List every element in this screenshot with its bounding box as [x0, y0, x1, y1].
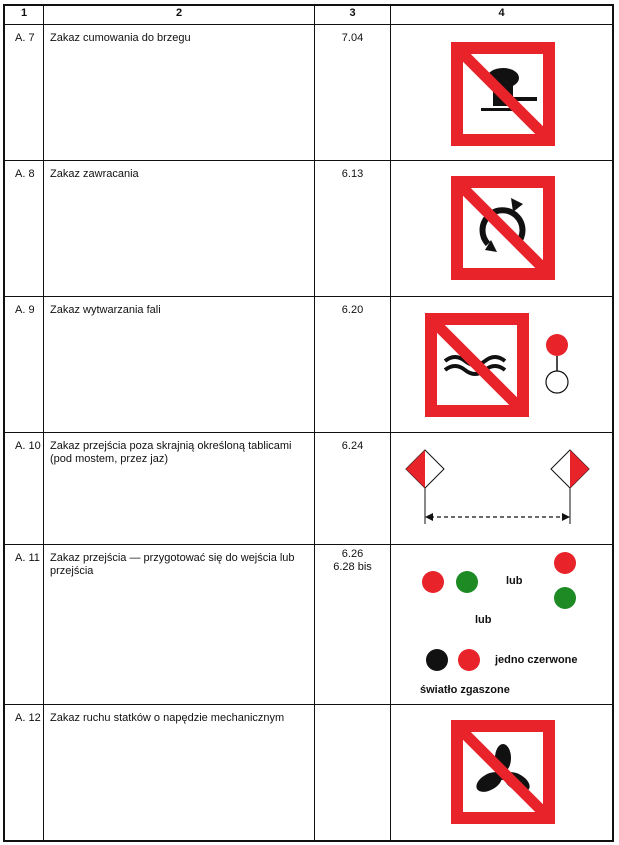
row-code: A. 11 [15, 552, 40, 564]
row-description: Zakaz ruchu statków o napędzie mechanicznym [50, 712, 285, 724]
column-divider [390, 4, 391, 841]
or-label: lub [475, 614, 492, 626]
row-code: A. 7 [15, 32, 35, 44]
column-header: 3 [349, 7, 356, 19]
row-divider [3, 432, 614, 433]
buoy-signal-icon [542, 333, 572, 397]
no-motor-vessels-sign-icon [451, 720, 555, 824]
column-header: 4 [498, 7, 505, 19]
row-article: 6.20 [341, 304, 364, 316]
light-off-label: światło zgaszone [420, 684, 510, 696]
light-signals-icon [391, 545, 612, 703]
or-label: lub [506, 575, 523, 587]
column-header: 1 [20, 7, 28, 19]
column-header: 2 [175, 7, 183, 19]
row-description: Zakaz cumowania do brzegu [50, 32, 191, 44]
row-divider [3, 160, 614, 161]
row-article: 6.24 [341, 440, 364, 452]
no-turning-sign-icon [451, 176, 555, 280]
row-description: Zakaz zawracania [50, 168, 139, 180]
row-code: A. 12 [15, 712, 41, 724]
passage-limit-boards-icon [404, 448, 590, 528]
row-description: Zakaz wytwarzania fali [50, 304, 161, 316]
row-description: Zakaz przejścia poza skrajnią określoną tablicami (pod mostem, przez jaz) [50, 440, 292, 465]
row-divider [3, 24, 614, 25]
no-wash-sign-icon [425, 313, 529, 417]
row-article: 6.13 [341, 168, 364, 180]
row-code: A. 9 [15, 304, 35, 316]
row-code: A. 10 [15, 440, 41, 452]
row-article: 7.04 [341, 32, 364, 44]
column-divider [314, 4, 315, 841]
row-description: Zakaz przejścia — przygotować się do wejścia lub przejścia [50, 552, 295, 577]
table-border-top [3, 4, 614, 6]
row-article: 6.26 6.28 bis [333, 548, 372, 573]
row-divider [3, 296, 614, 297]
table-border-bottom [3, 840, 614, 842]
row-code: A. 8 [15, 168, 35, 180]
table-border-right [612, 4, 614, 841]
one-red-label: jedno czerwone [495, 654, 578, 666]
no-mooring-sign-icon [451, 42, 555, 146]
row-divider [3, 704, 614, 705]
